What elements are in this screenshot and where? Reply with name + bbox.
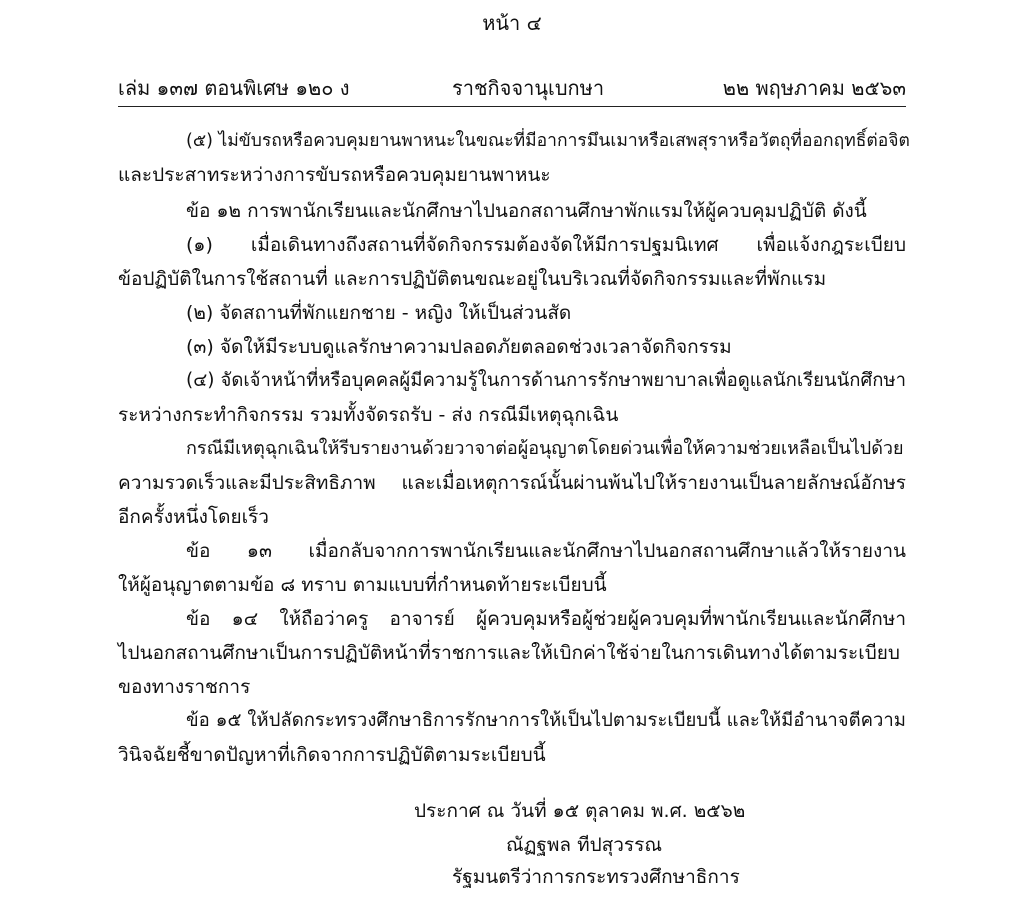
page-number: หน้า ๔	[482, 11, 542, 35]
signatory-position: รัฐมนตรีว่าการกระทรวงศึกษาธิการ	[452, 866, 740, 888]
clause-12-heading: ข้อ ๑๒ การพานักเรียนและนักศึกษาไปนอกสถานศึกษาพักแรมให้ผู้ควบคุมปฏิบัติ ดังนี้	[186, 200, 867, 222]
body-line: และประสาทระหว่างการขับรถหรือควบคุมยานพาหนะ	[118, 164, 551, 186]
body-line: ข้อปฏิบัติในการใช้สถานที่ และการปฏิบัติตนขณะอยู่ในบริเวณที่จัดกิจกรรมและที่พักแรม	[118, 268, 827, 290]
body-line: (๓) จัดให้มีระบบดูแลรักษาความปลอดภัยตลอดช่วงเวลาจัดกิจกรรม	[186, 336, 732, 358]
publication-date: ๒๒ พฤษภาคม ๒๕๖๓	[722, 76, 906, 100]
body-line: (๑) เมื่อเดินทางถึงสถานที่จัดกิจกรรมต้องจัดให้มีการปฐมนิเทศ เพื่อแจ้งกฎระเบียบ	[186, 234, 906, 256]
body-line: ระหว่างกระทำกิจกรรม รวมทั้งจัดรถรับ - ส่ง กรณีมีเหตุฉุกเฉิน	[118, 404, 619, 426]
clause-15-heading: ข้อ ๑๕ ให้ปลัดกระทรวงศึกษาธิการรักษาการให้เป็นไปตามระเบียบนี้ และให้มีอำนาจตีความ	[186, 710, 906, 731]
signatory-name: ณัฏฐพล ทีปสุวรรณ	[506, 834, 662, 856]
announcement-date: ประกาศ ณ วันที่ ๑๕ ตุลาคม พ.ศ. ๒๕๖๒	[414, 800, 746, 822]
body-line: (๔) จัดเจ้าหน้าที่หรือบุคคลผู้มีความรู้ในการด้านการรักษาพยาบาลเพื่อดูแลนักเรียนนักศึกษา	[186, 370, 906, 391]
clause-13-heading: ข้อ ๑๓ เมื่อกลับจากการพานักเรียนและนักศึกษาไปนอกสถานศึกษาแล้วให้รายงาน	[186, 540, 906, 562]
body-line: วินิจฉัยชี้ขาดปัญหาที่เกิดจากการปฏิบัติตามระเบียบนี้	[118, 744, 546, 766]
body-line: (๕) ไม่ขับรถหรือควบคุมยานพาหนะในขณะที่มีอาการมึนเมาหรือเสพสุราหรือวัตถุที่ออกฤทธิ์ต่อจิต	[186, 131, 910, 151]
clause-14-heading: ข้อ ๑๔ ให้ถือว่าครู อาจารย์ ผู้ควบคุมหรือผู้ช่วยผู้ควบคุมที่พานักเรียนและนักศึกษา	[186, 608, 906, 630]
gazette-header	[118, 72, 906, 104]
body-line: ของทางราชการ	[118, 676, 251, 698]
body-line: (๒) จัดสถานที่พักแยกชาย - หญิง ให้เป็นส่วนสัด	[186, 302, 572, 324]
body-line: ให้ผู้อนุญาตตามข้อ ๘ ทราบ ตามแบบที่กำหนดท้ายระเบียบนี้	[118, 574, 607, 596]
body-line: อีกครั้งหนึ่งโดยเร็ว	[118, 506, 269, 528]
body-line: กรณีมีเหตุฉุกเฉินให้รีบรายงานด้วยวาจาต่อผู้อนุญาตโดยด่วนเพื่อให้ความช่วยเหลือเป็นไปด้วย	[186, 438, 904, 459]
body-line: ไปนอกสถานศึกษาเป็นการปฏิบัติหน้าที่ราชการและให้เบิกค่าใช้จ่ายในการเดินทางได้ตามระเบียบ	[118, 642, 900, 664]
volume-issue: เล่ม ๑๓๗ ตอนพิเศษ ๑๒๐ ง	[118, 76, 350, 100]
gazette-name: ราชกิจจานุเบกษา	[452, 76, 605, 100]
body-line: ความรวดเร็วและมีประสิทธิภาพ และเมื่อเหตุการณ์นั้นผ่านพ้นไปให้รายงานเป็นลายลักษณ์อักษร	[118, 472, 906, 494]
header-rule	[118, 106, 906, 107]
